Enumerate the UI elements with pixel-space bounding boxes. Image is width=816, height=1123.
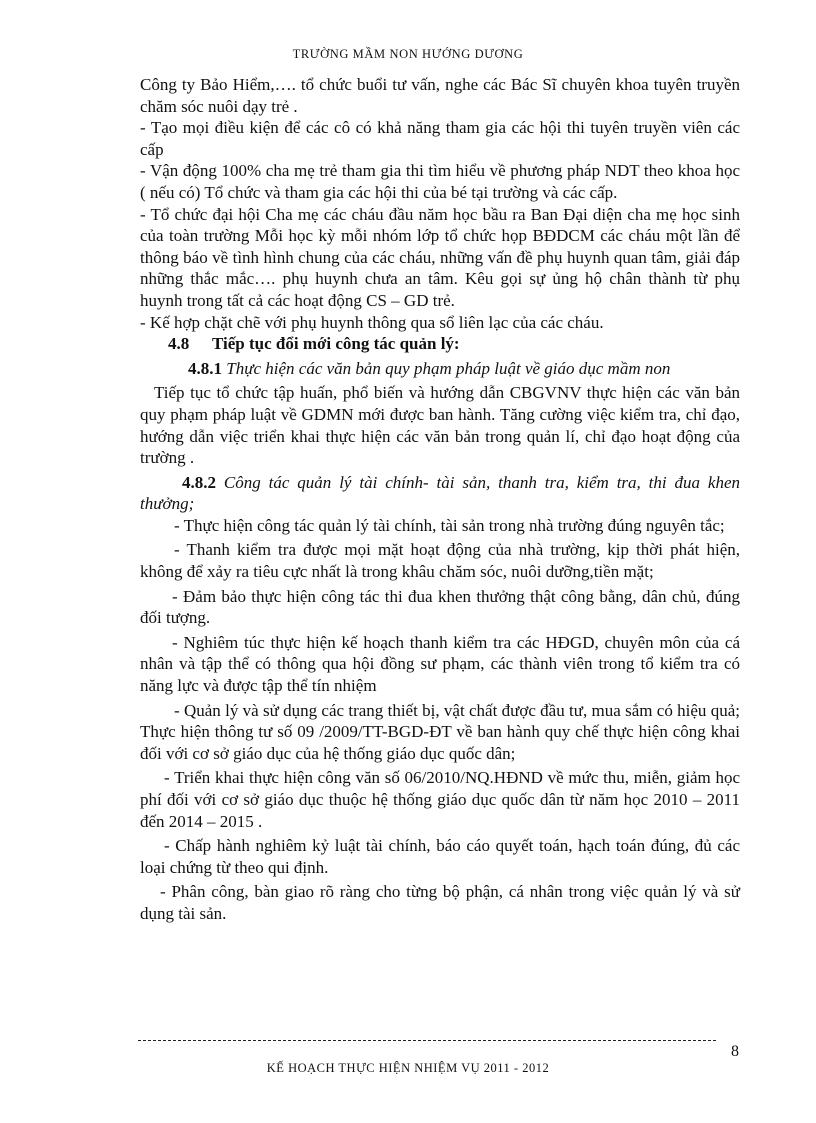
bullet-item: - Thực hiện công tác quản lý tài chính, tài sản trong nhà trường đúng nguyên tắc; bbox=[174, 515, 725, 535]
subsection-number: 4.8.2 bbox=[182, 472, 216, 492]
page-number: 8 bbox=[731, 1043, 739, 1060]
bullet-item: - Phân công, bàn giao rõ ràng cho từng bộ phận, cá nhân trong việc quản lý và sử dụng tài sản. bbox=[140, 882, 740, 923]
bullet-item: - Tạo mọi điều kiện để các cô có khả năng tham gia các hội thi tuyên truyền viên các cấp bbox=[140, 118, 740, 159]
section-number: 4.8 bbox=[168, 334, 190, 354]
page-header: TRƯỜNG MẦM NON HƯỚNG DƯƠNG bbox=[292, 47, 524, 61]
subsection-heading-4-8-1 bbox=[188, 358, 740, 380]
section-title: Tiếp tục đổi mới công tác quản lý: bbox=[212, 334, 460, 354]
bullet-item: - Thanh kiểm tra được mọi mặt hoạt động của nhà trường, kịp thời phát hiện, không để xảy ra tiêu cực nhất là trong khâu chăm sóc, nuôi dưỡng,tiền mặt; bbox=[140, 540, 740, 582]
bullet-item: - Kế hợp chặt chẽ với phụ huynh thông qua sổ liên lạc của các cháu. bbox=[140, 312, 604, 332]
bullet-item: - Vận động 100% cha mẹ trẻ tham gia thi tìm hiểu về phương pháp NDT theo khoa học ( nếu có) Tổ chức và tham gia các hội thi của bé tại trường và các cấp. bbox=[140, 161, 740, 202]
section-heading-4-8 bbox=[168, 333, 740, 355]
footer-divider bbox=[138, 1040, 716, 1041]
paragraph: Tiếp tục tổ chức tập huấn, phổ biến và hướng dẫn CBGVNV thực hiện các văn bản quy phạm pháp luật về GDMN mới được ban hành. Tăng cường việc kiểm tra, chỉ đạo, hướng dẫn việc triển khai thực hiện các văn bản trong quản lí, chỉ đạo hoạt động của trường . bbox=[140, 383, 740, 468]
subsection-title: Thực hiện các văn bản quy phạm pháp luật về giáo dục mầm non bbox=[226, 358, 671, 378]
paragraph: Công ty Bảo Hiểm,…. tổ chức buổi tư vấn, nghe các Bác Sĩ chuyên khoa tuyên truyền chăm sóc nuôi dạy trẻ . bbox=[140, 75, 740, 116]
bullet-item: - Chấp hành nghiêm kỷ luật tài chính, báo cáo quyết toán, hạch toán đúng, đủ các loại chứng từ theo qui định. bbox=[140, 836, 740, 877]
bullet-item: - Nghiêm túc thực hiện kế hoạch thanh kiểm tra các HĐGD, chuyên môn của cá nhân và tập thể có thông qua hội đồng sư phạm, các thành viên trong tổ kiểm tra có năng lực và được tập thể tín nhiệm bbox=[140, 632, 740, 696]
bullet-item: - Tổ chức đại hội Cha mẹ các cháu đầu năm học bầu ra Ban Đại diện cha mẹ học sinh của toàn trường Mỗi học kỳ mỗi nhóm lớp tổ chức họp BĐDCM các cháu một lần để thông báo về tình hình chung của các cháu, những vấn đề phụ huynh quan tâm, giải đáp những thắc mắc…. phụ huynh chưa an tâm. Kêu gọi sự ủng hộ chân thành từ phụ huynh trong tất cả các hoạt động CS – GD trẻ. bbox=[140, 204, 740, 310]
page-footer: KẾ HOẠCH THỰC HIỆN NHIỆM VỤ 2011 - 2012 bbox=[266, 1061, 550, 1075]
bullet-item: - Đảm bảo thực hiện công tác thi đua khen thưởng thật công bằng, dân chủ, đúng đối tượng. bbox=[140, 586, 740, 628]
subsection-number: 4.8.1 bbox=[188, 358, 222, 378]
page-body bbox=[140, 74, 740, 925]
bullet-item: - Triển khai thực hiện công văn số 06/2010/NQ.HĐND về mức thu, miễn, giảm học phí đối với cơ sở giáo dục thuộc hệ thống giáo dục quốc dân từ năm học 2010 – 2011 đến 2014 – 2015 . bbox=[140, 768, 740, 831]
subsection-heading-4-8-2 bbox=[140, 472, 740, 515]
bullet-item: - Quản lý và sử dụng các trang thiết bị, vật chất được đầu tư, mua sắm có hiệu quả; Thực hiện thông tư số 09 /2009/TT-BGD-ĐT về ban hành quy chế thực hiện công khai đối với cơ sở giáo dục của hệ thống giáo dục quốc dân; bbox=[140, 700, 740, 763]
subsection-title: Công tác quản lý tài chính- tài sản, thanh tra, kiểm tra, thi đua khen thưởng; bbox=[140, 472, 741, 514]
